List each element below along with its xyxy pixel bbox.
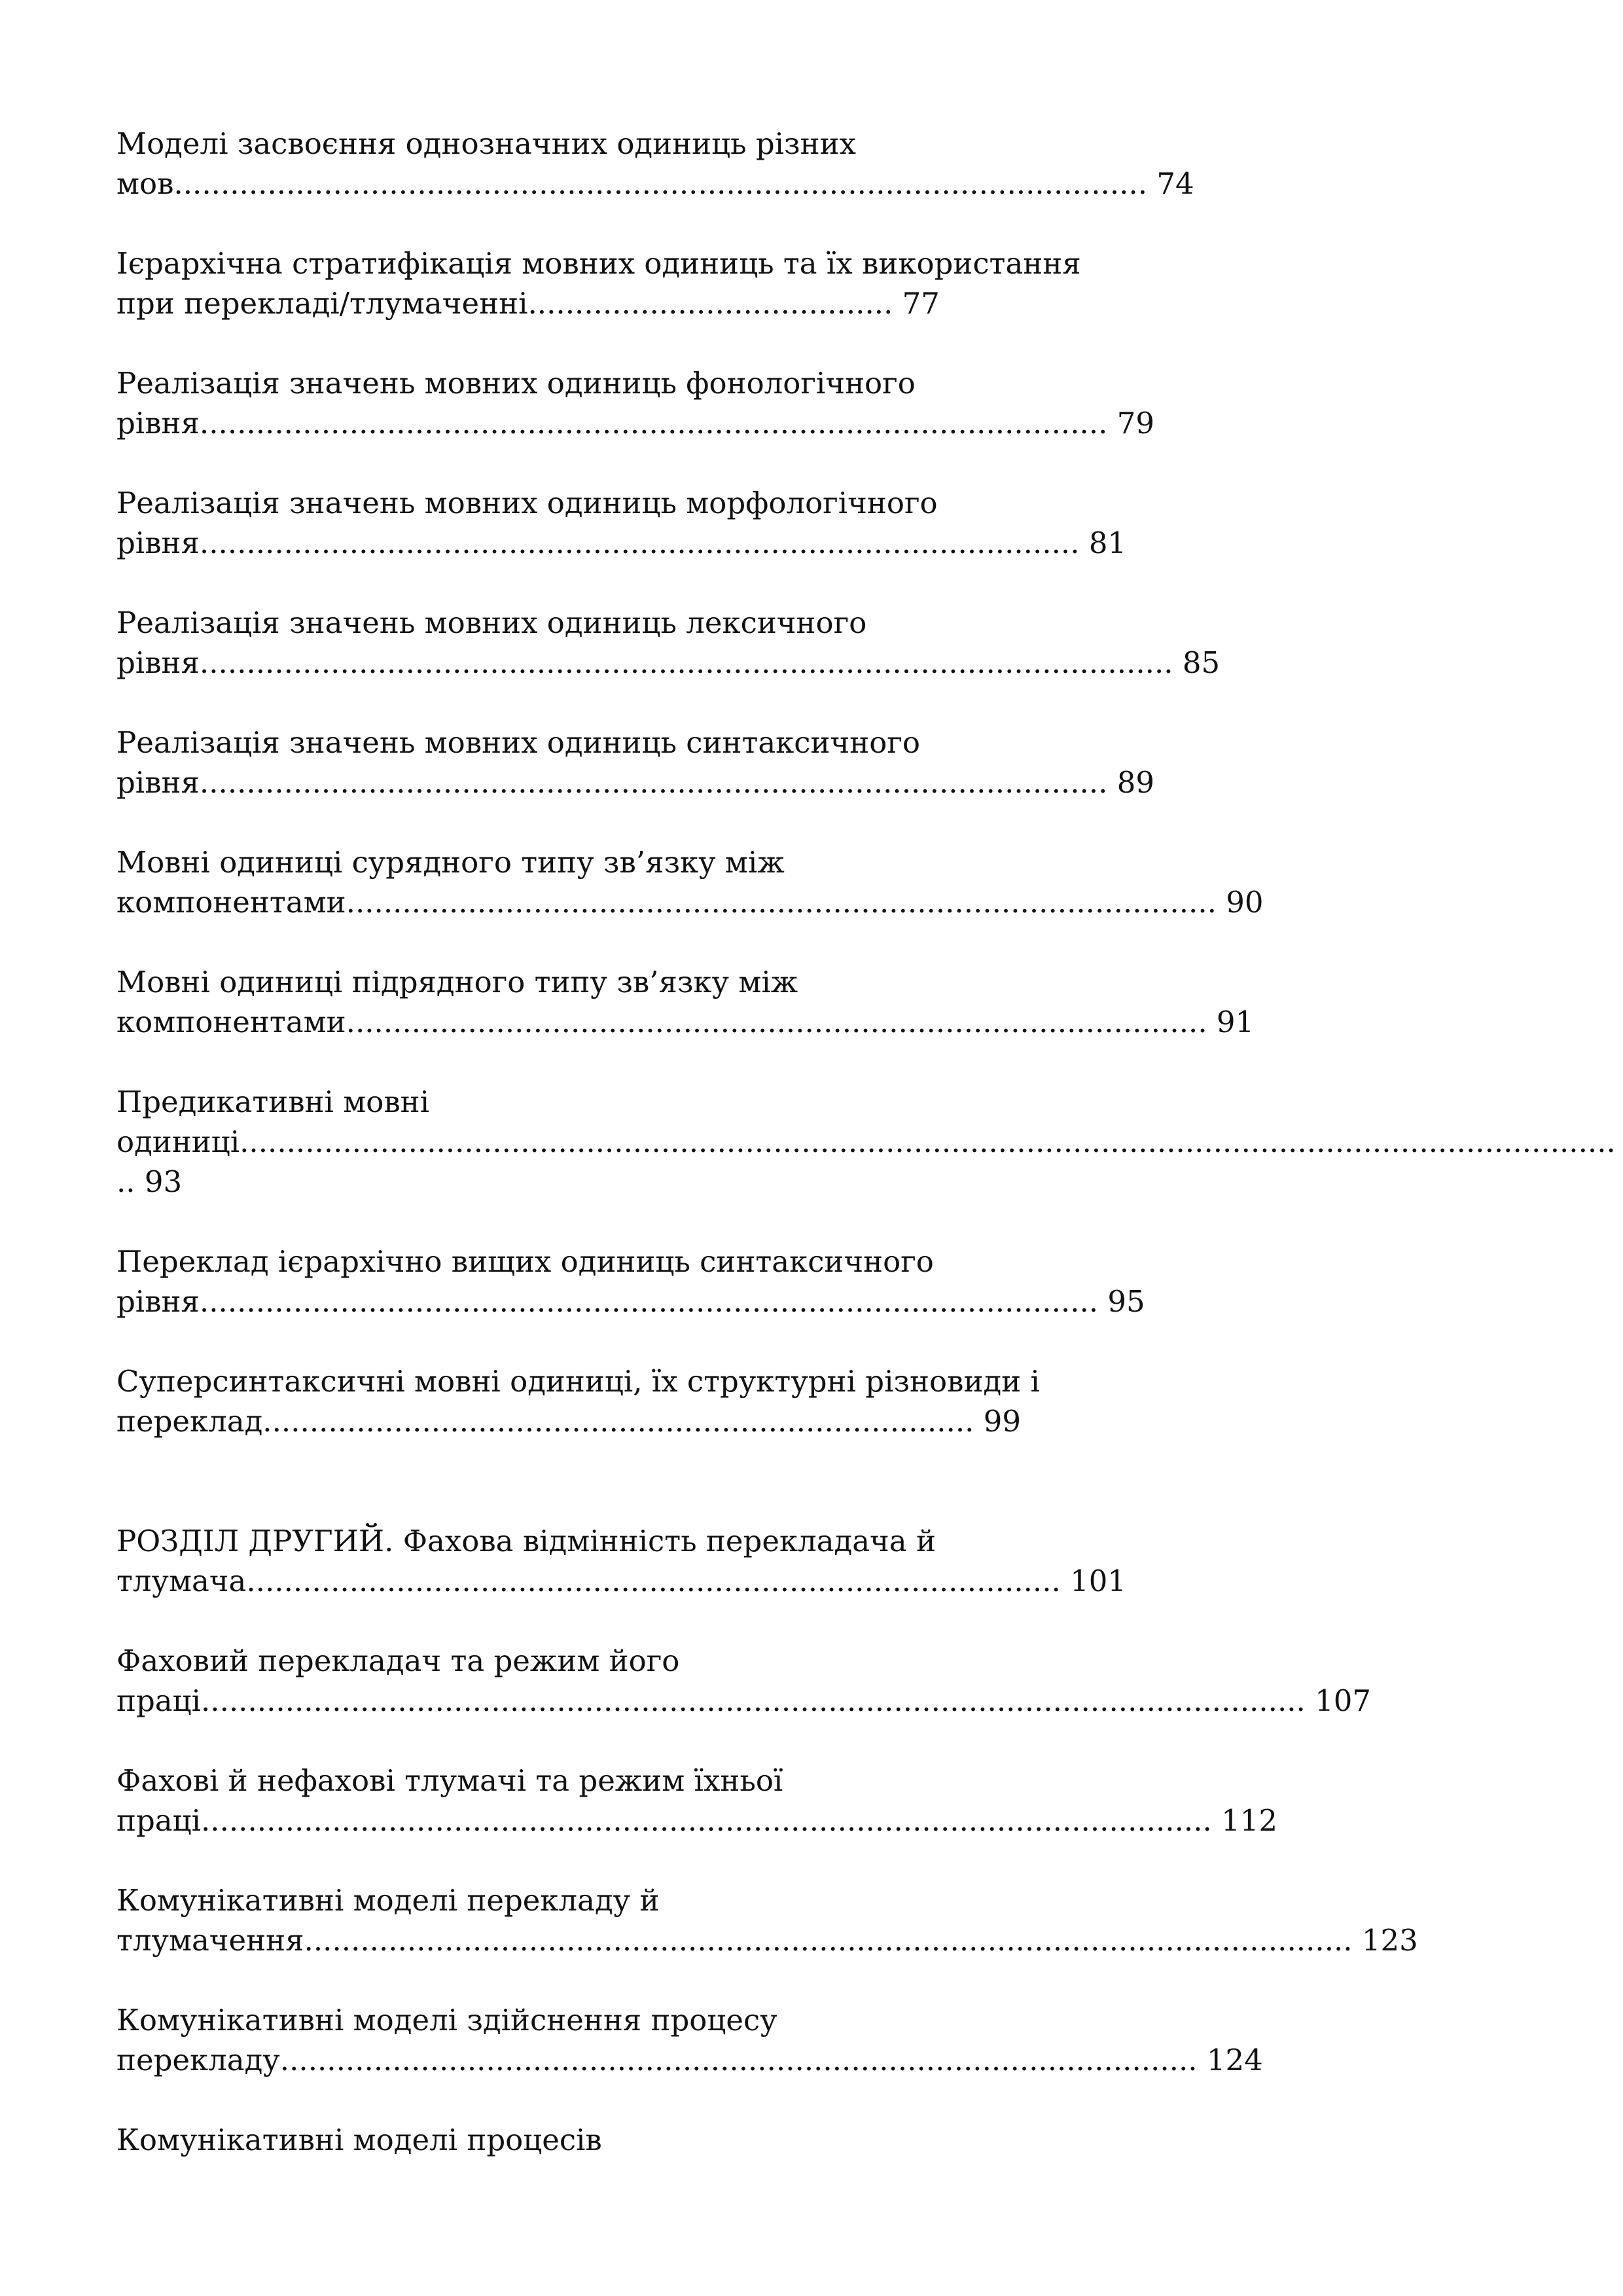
toc-entry-title: Реалізація значень мовних одиниць лексичного xyxy=(116,605,867,640)
toc-entry-leader: одиниці................................................................................................................................................... xyxy=(116,1124,1616,1159)
toc-entry-leader-page: при перекладі/тлумаченні....................................... 77 xyxy=(116,286,940,321)
toc-entry-title: Комунікативні моделі процесів xyxy=(116,2123,602,2157)
toc-entry-title: Комунікативні моделі перекладу й xyxy=(116,1883,660,1918)
toc-entry-title: Суперсинтаксичні мовні одиниці, їх структурні різновиди і xyxy=(116,1364,1040,1399)
toc-entry-title: Реалізація значень мовних одиниць синтаксичного xyxy=(116,725,921,760)
toc-entry-leader-page: праці...................................................................................................................... 107 xyxy=(116,1683,1372,1718)
toc-entry-title: Переклад ієрархічно вищих одиниць синтаксичного xyxy=(116,1244,934,1279)
toc-entry-title: Фаховий перекладач та режим його xyxy=(116,1643,680,1678)
toc-entry-leader-page: тлумачення................................................................................................................ 123 xyxy=(116,1923,1418,1958)
toc-entry-title: Мовні одиниці сурядного типу зв’язку між xyxy=(116,845,785,880)
toc-entry-leader-page: мов........................................................................................................ 74 xyxy=(116,166,1194,201)
toc-entry-title: Ієрархічна стратифікація мовних одиниць та їх використання xyxy=(116,246,1081,281)
toc-entry-title: Реалізація значень мовних одиниць морфологічного xyxy=(116,486,938,520)
toc-entry-leader-page: компонентами............................................................................................. 90 xyxy=(116,885,1264,920)
toc-entry-title: Моделі засвоєння однозначних одиниць різних xyxy=(116,126,856,161)
toc-entry-title: Реалізація значень мовних одиниць фонологічного xyxy=(116,366,916,401)
toc-section-heading: РОЗДІЛ ДРУГИЙ. Фахова відмінність перекладача й xyxy=(116,1524,936,1558)
toc-entry-leader-page: компонентами............................................................................................ 91 xyxy=(116,1005,1255,1039)
toc-entry-leader-page: рівня.............................................................................................. 81 xyxy=(116,526,1127,560)
toc-entry-title: Фахові й нефахові тлумачі та режим їхньої xyxy=(116,1763,783,1798)
toc-entry-leader-page: рівня................................................................................................ 95 xyxy=(116,1284,1145,1319)
toc-entry-title: Мовні одиниці підрядного типу зв’язку між xyxy=(116,965,798,999)
toc-entry-leader-page: переклад............................................................................ 99 xyxy=(116,1404,1021,1439)
toc-entry-title: Предикативні мовні xyxy=(116,1085,430,1119)
toc-entry-leader-page: тлумача....................................................................................... 101 xyxy=(116,1564,1127,1598)
toc-entry-leader-page: рівня................................................................................................. 89 xyxy=(116,765,1154,800)
toc-entry-leader-page: праці............................................................................................................ 112 xyxy=(116,1803,1278,1838)
toc-entry-page-number: .. 93 xyxy=(116,1164,183,1199)
toc-entry-leader-page: рівня........................................................................................................ 85 xyxy=(116,645,1221,680)
toc-entry-leader-page: перекладу.................................................................................................. 124 xyxy=(116,2043,1263,2077)
toc-entry-title: Комунікативні моделі здійснення процесу xyxy=(116,2003,777,2037)
toc-entry-leader-page: рівня................................................................................................. 79 xyxy=(116,406,1154,440)
